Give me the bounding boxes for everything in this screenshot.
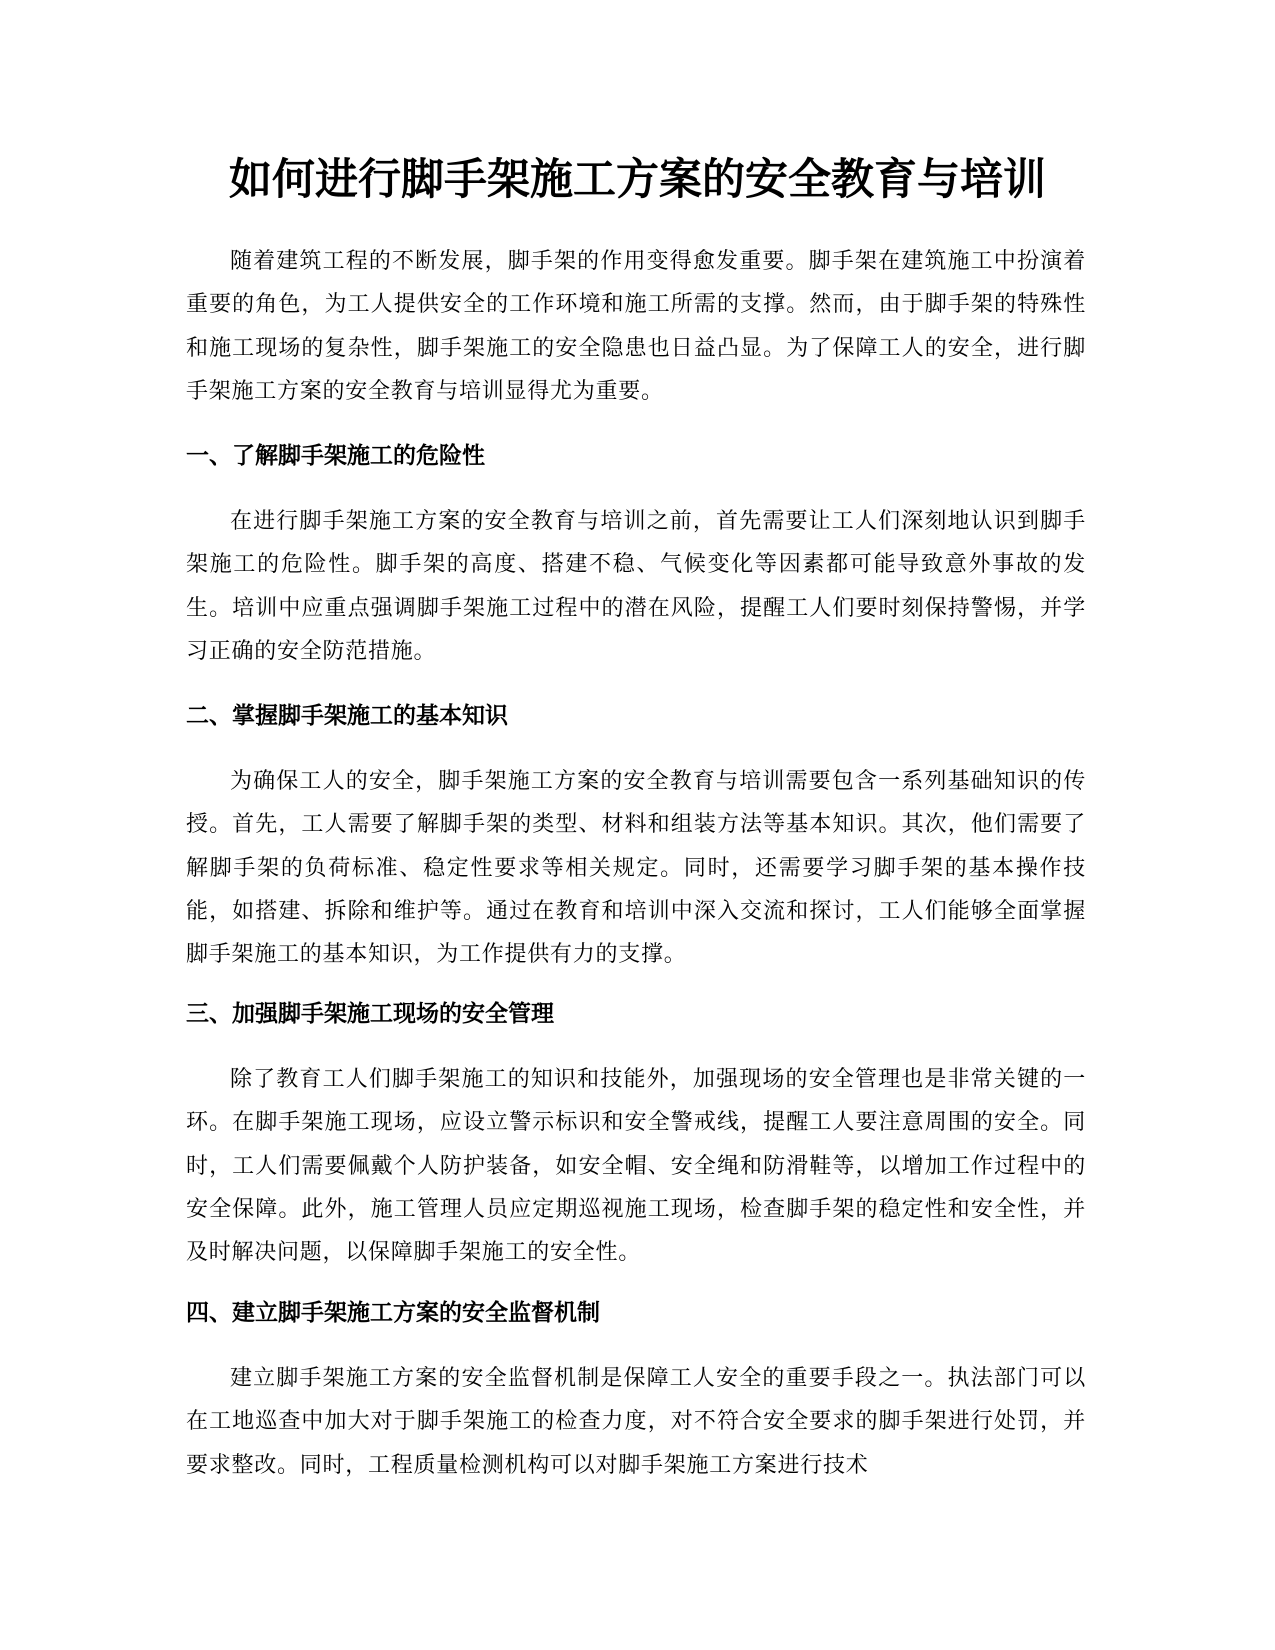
intro-paragraph: 随着建筑工程的不断发展，脚手架的作用变得愈发重要。脚手架在建筑施工中扮演着重要的角色，为工人提供安全的工作环境和施工所需的支撑。然而，由于脚手架的特殊性和施工现场的复杂性，脚手架施工的安全隐患也日益凸显。为了保障工人的安全，进行脚手架施工方案的安全教育与培训显得尤为重要。 (186, 249, 1086, 404)
document-title: 如何进行脚手架施工方案的安全教育与培训 (229, 155, 1046, 205)
section-1-body: 在进行脚手架施工方案的安全教育与培训之前，首先需要让工人们深刻地认识到脚手架施工的危险性。脚手架的高度、搭建不稳、气候变化等因素都可能导致意外事故的发生。培训中应重点强调脚手架施工过程中的潜在风险，提醒工人们要时刻保持警惕，并学习正确的安全防范措施。 (186, 509, 1086, 664)
section-3-body: 除了教育工人们脚手架施工的知识和技能外，加强现场的安全管理也是非常关键的一环。在脚手架施工现场，应设立警示标识和安全警戒线，提醒工人要注意周围的安全。同时，工人们需要佩戴个人防护装备，如安全帽、安全绳和防滑鞋等，以增加工作过程中的安全保障。此外，施工管理人员应定期巡视施工现场，检查脚手架的稳定性和安全性，并及时解决问题，以保障脚手架施工的安全性。 (186, 1067, 1086, 1266)
section-2-body: 为确保工人的安全，脚手架施工方案的安全教育与培训需要包含一系列基础知识的传授。首先，工人需要了解脚手架的类型、材料和组装方法等基本知识。其次，他们需要了解脚手架的负荷标准、稳定性要求等相关规定。同时，还需要学习脚手架的基本操作技能，如搭建、拆除和维护等。通过在教育和培训中深入交流和探讨，工人们能够全面掌握脚手架施工的基本知识，为工作提供有力的支撑。 (186, 769, 1086, 968)
section-3-heading: 三、加强脚手架施工现场的安全管理 (186, 1001, 554, 1027)
section-1-heading: 一、了解脚手架施工的危险性 (186, 443, 485, 469)
section-2-heading: 二、掌握脚手架施工的基本知识 (186, 703, 508, 729)
section-4-body: 建立脚手架施工方案的安全监督机制是保障工人安全的重要手段之一。执法部门可以在工地巡查中加大对于脚手架施工的检查力度，对不符合安全要求的脚手架进行处罚，并要求整改。同时，工程质量检测机构可以对脚手架施工方案进行技术 (186, 1366, 1086, 1478)
section-4-heading: 四、建立脚手架施工方案的安全监督机制 (186, 1300, 600, 1326)
